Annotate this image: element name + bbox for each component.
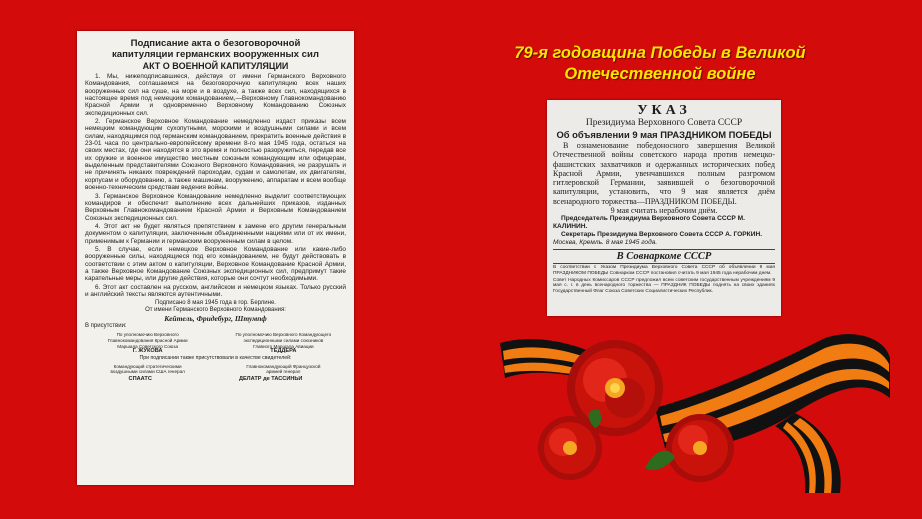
allied-signatory: [221, 332, 346, 354]
decree-place-date: Москва, Кремль. 8 мая 1945 года.: [553, 239, 658, 247]
decree-presidium: Президиума Верховного Совета СССР: [585, 118, 743, 128]
col-left-line: Маршала Советского Союза: [117, 343, 179, 349]
col-left2-line: Командующий стратегическими: [113, 363, 182, 369]
decree-heading: Об объявлении 9 мая ПРАЗДНИКОМ ПОБЕДЫ: [556, 129, 772, 140]
decree-ukaz: УКАЗ: [637, 103, 691, 118]
col-right2-line: армией генерал: [266, 369, 301, 375]
sovnarkom-text-1: В соответствии с Указом Президиума Верховного Совета СССР об объявлении 9 мая ПРАЗДНИКОМ ПОБЕДЫ Совнарком СССР постановил считать 9 мая 1945 года нерабочим днем.: [553, 265, 775, 276]
col-right-line: Главного Маршала Авиации: [253, 343, 314, 349]
victory-day-decree-document: [547, 100, 781, 316]
carnation-flower-icon: [666, 414, 734, 482]
french-witness: [221, 364, 346, 375]
decree-paragraph: В ознаменование победоносного завершения Великой Отечественной войны советского народа против немецко-фашистских захватчиков и одержанных исторических побед Красной Армии, увенчавшихся полным разгромом гитлеровской Германии, заявившей о безоговорочной капитуляции, установить, что 9 мая является днём всенародного торжества—ПРАЗДНИКОМ ПОБЕДЫ.: [553, 141, 775, 206]
signatory-columns: [85, 332, 346, 354]
carnation-flower-icon: [538, 416, 602, 480]
signed-line: Подписано 8 мая 1945 года в гор. Берлине.: [155, 300, 276, 307]
doc-paragraph-5: 5. В случае, если немецкое Верховное Командование или какие-либо вооруженные силы, находящиеся под его командованием, не будут действовать в соответствии с этим актом о капитуляции, Верховное Командование Красной Армии, а также Верховное Командование Союзных экспедиционных сил, предпримут такие карательные меры, или другие действия, которые они сочтут необходимыми.: [85, 245, 346, 283]
tedder-name: ТЕДДЕРА: [270, 348, 297, 355]
col-right2-line: Главнокомандующий Французской: [246, 363, 321, 369]
headline-line2: Отечественной войне: [564, 65, 756, 83]
ribbon-and-flowers: [495, 318, 895, 498]
doc-paragraph-6: 6. Этот акт составлен на русском, английском и немецком языках. Только русский и английский тексты являются аутентичными.: [85, 283, 346, 298]
witness-names: [85, 376, 346, 382]
doc-paragraph-1: 1. Мы, нижеподписавшиеся, действуя от имени Германского Верховного Командования, соглашаемся на безоговорочную капитуляцию всех наших вооруженных сил на суше, на море и в воздухе, а также всех сил, находящихся в настоящее время под немецким командованием,—Верховному Главнокомандованию Красной Армии и одновременно Верховному Командованию Союзных экспедиционных сил.: [85, 73, 346, 117]
doc-subtitle: АКТ О ВОЕННОЙ КАПИТУЛЯЦИИ: [142, 61, 289, 71]
slide-headline: [470, 43, 850, 85]
sovnarkom-heading: В Совнаркоме СССР: [553, 249, 775, 264]
doc-paragraph-2: 2. Германское Верховное Командование немедленно издаст приказы всем немецким командующим сухопутными, морскими и воздушными силами и всем силам, находящимся под германским командованием, прекратить военные действия в 23-01 часа по центрально-европейскому времени 8-го мая 1945 года, остаться на своих местах, где они находятся в это время и полностью разоружиться, передав все их оружие и военное имущество местным союзным командующим или офицерам, выделенным представителями Союзного Верховного Командования, не разрушать и не причинять никаких повреждений пароходам, судам и самолетам, их двигателям, корпусам и оборудованию, а также машинам, вооружению, аппаратам и всем вообще военно-техническим средствам ведения войны.: [85, 118, 346, 192]
doc-title-line2: капитуляции германских вооруженных сил: [111, 49, 320, 60]
headline-line1: 79-я годовщина Победы в Великой: [514, 44, 806, 62]
sovnarkom-text-2: Совет Народных Комиссаров СССР предложил всем советским государственным учреждениям 9 мая с. г. в день всенародного торжества — ПРАЗДНИК ПОБЕДЫ поднять на своих зданиях Государственный Флаг Союза Советских Социалистических Республик.: [553, 277, 775, 294]
capitulation-act-document: [77, 31, 354, 485]
col-right-line: По уполномочию Верховного Командующего: [235, 332, 332, 338]
present-line: В присутствии:: [85, 323, 127, 330]
col-left2-line: воздушными силами США генерал: [110, 369, 185, 375]
soviet-signatory: [85, 332, 210, 354]
doc-title-line1: Подписание акта о безоговорочной: [130, 38, 301, 49]
decree-non-working: 9 мая считать нерабочим днём.: [610, 206, 718, 216]
col-left-line: Главнокомандования Красной Армии: [107, 337, 188, 343]
zhukov-name: Г. ЖУКОВА: [132, 348, 163, 355]
decree-secretary: Секретарь Президиума Верховного Совета СССР А. ГОРКИН.: [561, 231, 763, 239]
us-witness: [85, 364, 210, 375]
col-right-line: экспедиционными силами союзников: [243, 337, 324, 343]
witness-line: При подписании также присутствовали в качестве свидетелей:: [139, 354, 292, 361]
witness-columns: [85, 364, 346, 375]
doc-paragraph-4: 4. Этот акт не будет являться препятствием к замене его другим генеральным документом о капитуляции, заключенным объединенными нациями или от их имени, применимым к Германии и германским вооруженным силам в целом.: [85, 222, 346, 245]
doc-paragraph-3: 3. Германское Верховное Командование немедленно выделит соответствующих командиров и обеспечит выполнение всех дальнейших приказов, изданных Верховным Главнокомандованием Красной Армии и Верховным Командованием Союзных экспедиционных сил.: [85, 192, 346, 222]
col-left-line: По уполномочию Верховного: [116, 332, 179, 338]
on-behalf-line: От имени Германского Верховного Командования:: [145, 307, 286, 314]
delattre-name: ДЕЛАТР де ТАССИНЬИ: [238, 375, 303, 382]
german-signatures: Кейтель, Фридебург, Штумпф: [164, 314, 267, 324]
spaatz-name: СПААТС: [128, 375, 152, 382]
decree-chairman: Председатель Президиума Верховного Совета СССР М. КАЛИНИН.: [553, 215, 745, 231]
